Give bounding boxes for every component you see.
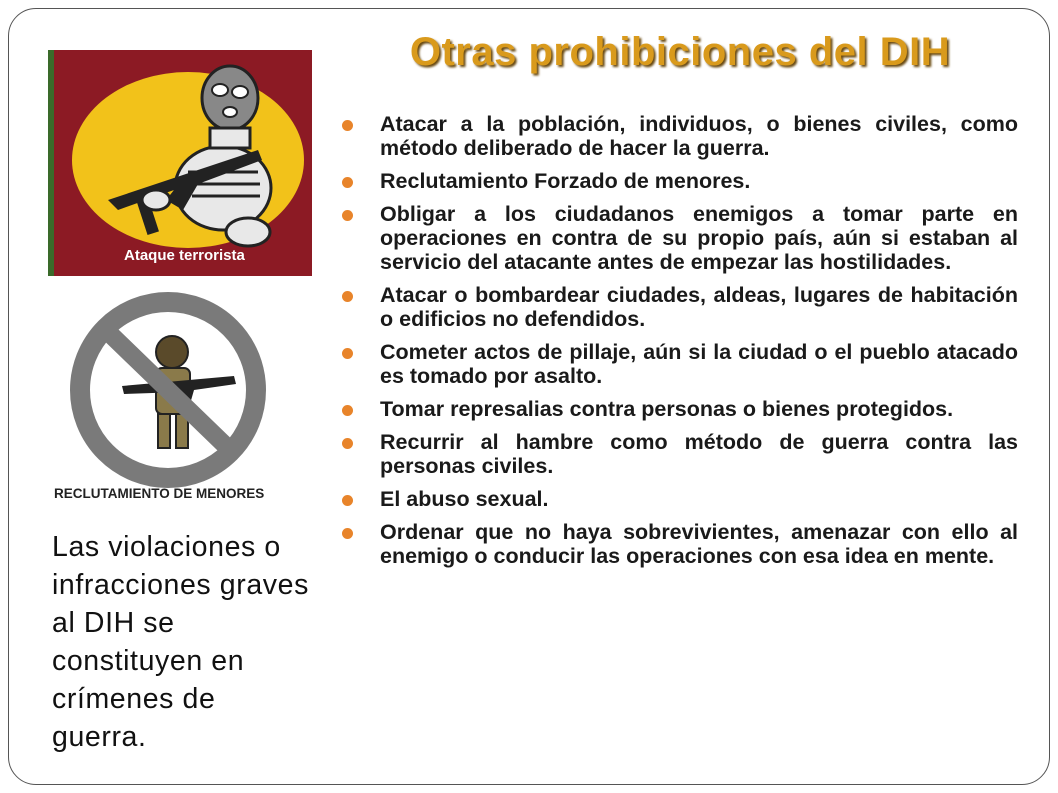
list-item-text: Atacar a la población, individuos, o bienes civiles, como método deliberado de hacer la guerra. bbox=[380, 112, 1018, 160]
list-item bbox=[338, 520, 1018, 568]
list-item-text: Obligar a los ciudadanos enemigos a tomar parte en operaciones en contra de su propio país, aún si estaban al servicio del atacante antes de empezar las hostilidades. bbox=[380, 202, 1018, 274]
list-item-text: Tomar represalias contra personas o bienes protegidos. bbox=[380, 397, 954, 421]
terror-caption: Ataque terrorista bbox=[124, 247, 245, 264]
list-item bbox=[338, 283, 1018, 331]
list-item bbox=[338, 340, 1018, 388]
bullet-icon bbox=[342, 177, 353, 188]
war-crimes-note: Las violaciones o infracciones graves al DIH se constituyen en crímenes de guerra. bbox=[52, 531, 309, 753]
bullet-icon bbox=[342, 438, 353, 449]
list-item bbox=[338, 487, 1018, 511]
terrorist-attack-image bbox=[48, 50, 312, 276]
bullet-icon bbox=[342, 405, 353, 416]
list-item bbox=[338, 169, 1018, 193]
list-item-text: El abuso sexual. bbox=[380, 487, 549, 511]
list-item-text: Recurrir al hambre como método de guerra contra las personas civiles. bbox=[380, 430, 1018, 478]
list-item-text: Cometer actos de pillaje, aún si la ciudad o el pueblo atacado es tomado por asalto. bbox=[380, 340, 1018, 388]
list-item bbox=[338, 430, 1018, 478]
list-item-text: Reclutamiento Forzado de menores. bbox=[380, 169, 751, 193]
list-item-text: Atacar o bombardear ciudades, aldeas, lugares de habitación o edificios no defendidos. bbox=[380, 283, 1018, 331]
bullet-icon bbox=[342, 291, 353, 302]
recruit-caption: RECLUTAMIENTO DE MENORES bbox=[54, 486, 265, 501]
child-recruitment-image bbox=[44, 290, 302, 515]
slide-title: Otras prohibiciones del DIH bbox=[409, 30, 951, 74]
terrorist-illustration bbox=[48, 50, 312, 276]
bullet-icon bbox=[342, 210, 353, 221]
bullet-icon bbox=[342, 120, 353, 131]
prohibitions-list bbox=[338, 112, 1018, 577]
list-item bbox=[338, 397, 1018, 421]
bullet-icon bbox=[342, 495, 353, 506]
list-item-text: Ordenar que no haya sobrevivientes, amenazar con ello al enemigo o conducir las operaciones con esa idea en mente. bbox=[380, 520, 1018, 568]
list-item bbox=[338, 202, 1018, 274]
bullet-icon bbox=[342, 528, 353, 539]
forbidden-child-soldier-illustration bbox=[44, 290, 302, 515]
bullet-icon bbox=[342, 348, 353, 359]
list-item bbox=[338, 112, 1018, 160]
